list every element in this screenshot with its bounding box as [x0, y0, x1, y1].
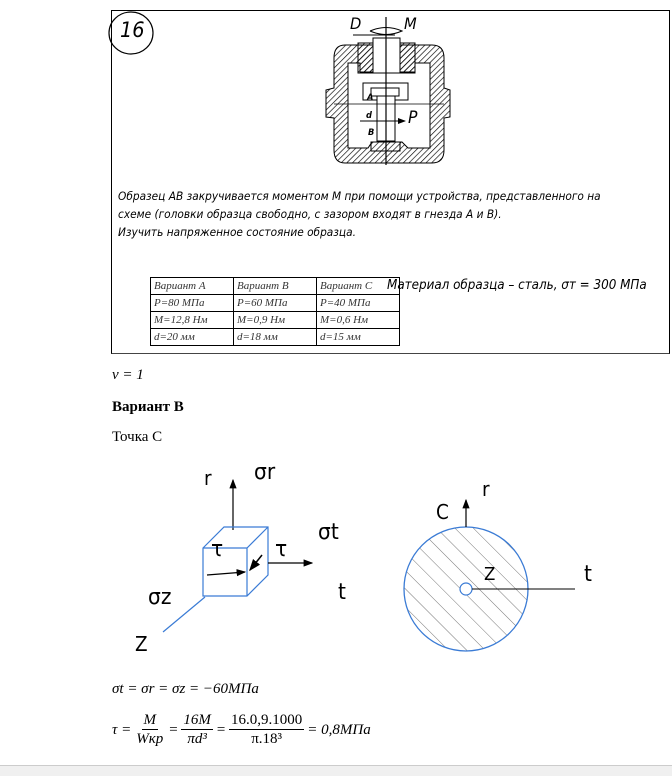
denominator: π.18³	[251, 731, 283, 747]
label-d: d	[366, 111, 372, 121]
table-cell: Вариант B	[234, 278, 317, 295]
table-row	[151, 295, 400, 312]
table-cell: d=18 мм	[234, 329, 317, 346]
label-B: B	[368, 128, 375, 138]
fraction	[181, 712, 213, 749]
table-row	[151, 278, 400, 295]
stress-cube-figure	[163, 480, 312, 632]
denominator: Wкр	[136, 731, 164, 747]
table-cell: P=40 МПа	[317, 295, 400, 312]
fraction	[134, 712, 165, 749]
point-label: Точка C	[112, 429, 163, 445]
problem-text-line: Изучить напряженное состояние образца.	[118, 225, 356, 239]
material-text: Материал образца – сталь, σт = 300 МПа	[387, 278, 647, 293]
stress-formula: σt = σr = σz = −60МПа	[112, 681, 259, 697]
cube-t-label: t	[338, 580, 346, 605]
table-row	[151, 329, 400, 346]
table-cell: d=15 мм	[317, 329, 400, 346]
circle-z-label: Z	[484, 564, 496, 585]
fraction	[229, 712, 304, 749]
label-M: M	[404, 14, 417, 33]
nu-value: ν = 1	[112, 367, 144, 383]
problem-number: 16	[120, 18, 145, 42]
circle-r-label: r	[482, 477, 490, 501]
device-drawing	[326, 17, 450, 165]
table-row	[151, 312, 400, 329]
table-cell: M=0,9 Нм	[234, 312, 317, 329]
table-cell: M=12,8 Нм	[151, 312, 234, 329]
bottom-scrollbar[interactable]	[0, 765, 672, 776]
label-D: D	[350, 14, 362, 33]
circle-t-label: t	[584, 562, 592, 587]
table-cell: P=80 МПа	[151, 295, 234, 312]
tau-formula: τ = $\frac{M}{\text{Wкр}}$ = $\frac{16M}{\text{πd³}}$ = $\frac{16.0,9.1000}{\text{π.18³}}$ = 0,8МПа	[112, 712, 371, 747]
problem-text	[118, 187, 601, 241]
table-cell: Вариант C	[317, 278, 400, 295]
numerator: 16M	[183, 712, 211, 728]
sigma-t-label: σt	[318, 520, 339, 545]
table-cell: d=20 мм	[151, 329, 234, 346]
variants-table	[150, 277, 400, 346]
sigma-z-label: σz	[148, 585, 172, 610]
denominator: πd³	[187, 731, 207, 747]
table-cell: P=60 МПа	[234, 295, 317, 312]
numerator: M	[143, 712, 156, 728]
cube-z-label: Z	[135, 632, 148, 656]
numerator: 16.0,9.1000	[231, 712, 303, 728]
sigma-r-label: σr	[254, 460, 276, 485]
problem-text-line: схеме (головки образца свободно, с зазором входят в гнезда A и B).	[118, 207, 502, 221]
point-c-label: C	[436, 500, 449, 524]
formula-result: = 0,8МПа	[307, 722, 371, 738]
cube-r-label: r	[204, 466, 212, 490]
label-P: P	[408, 108, 418, 128]
formula-lhs: τ =	[112, 722, 132, 738]
tau-right-label: τ	[275, 537, 288, 562]
variant-heading: Вариант В	[112, 399, 184, 415]
problem-text-line: Образец AB закручивается моментом M при помощи устройства, представленного на	[118, 189, 601, 203]
table-cell: M=0,6 Нм	[317, 312, 400, 329]
tau-left-label: τ	[211, 537, 224, 562]
table-cell: Вариант A	[151, 278, 234, 295]
label-A: A	[367, 93, 374, 103]
